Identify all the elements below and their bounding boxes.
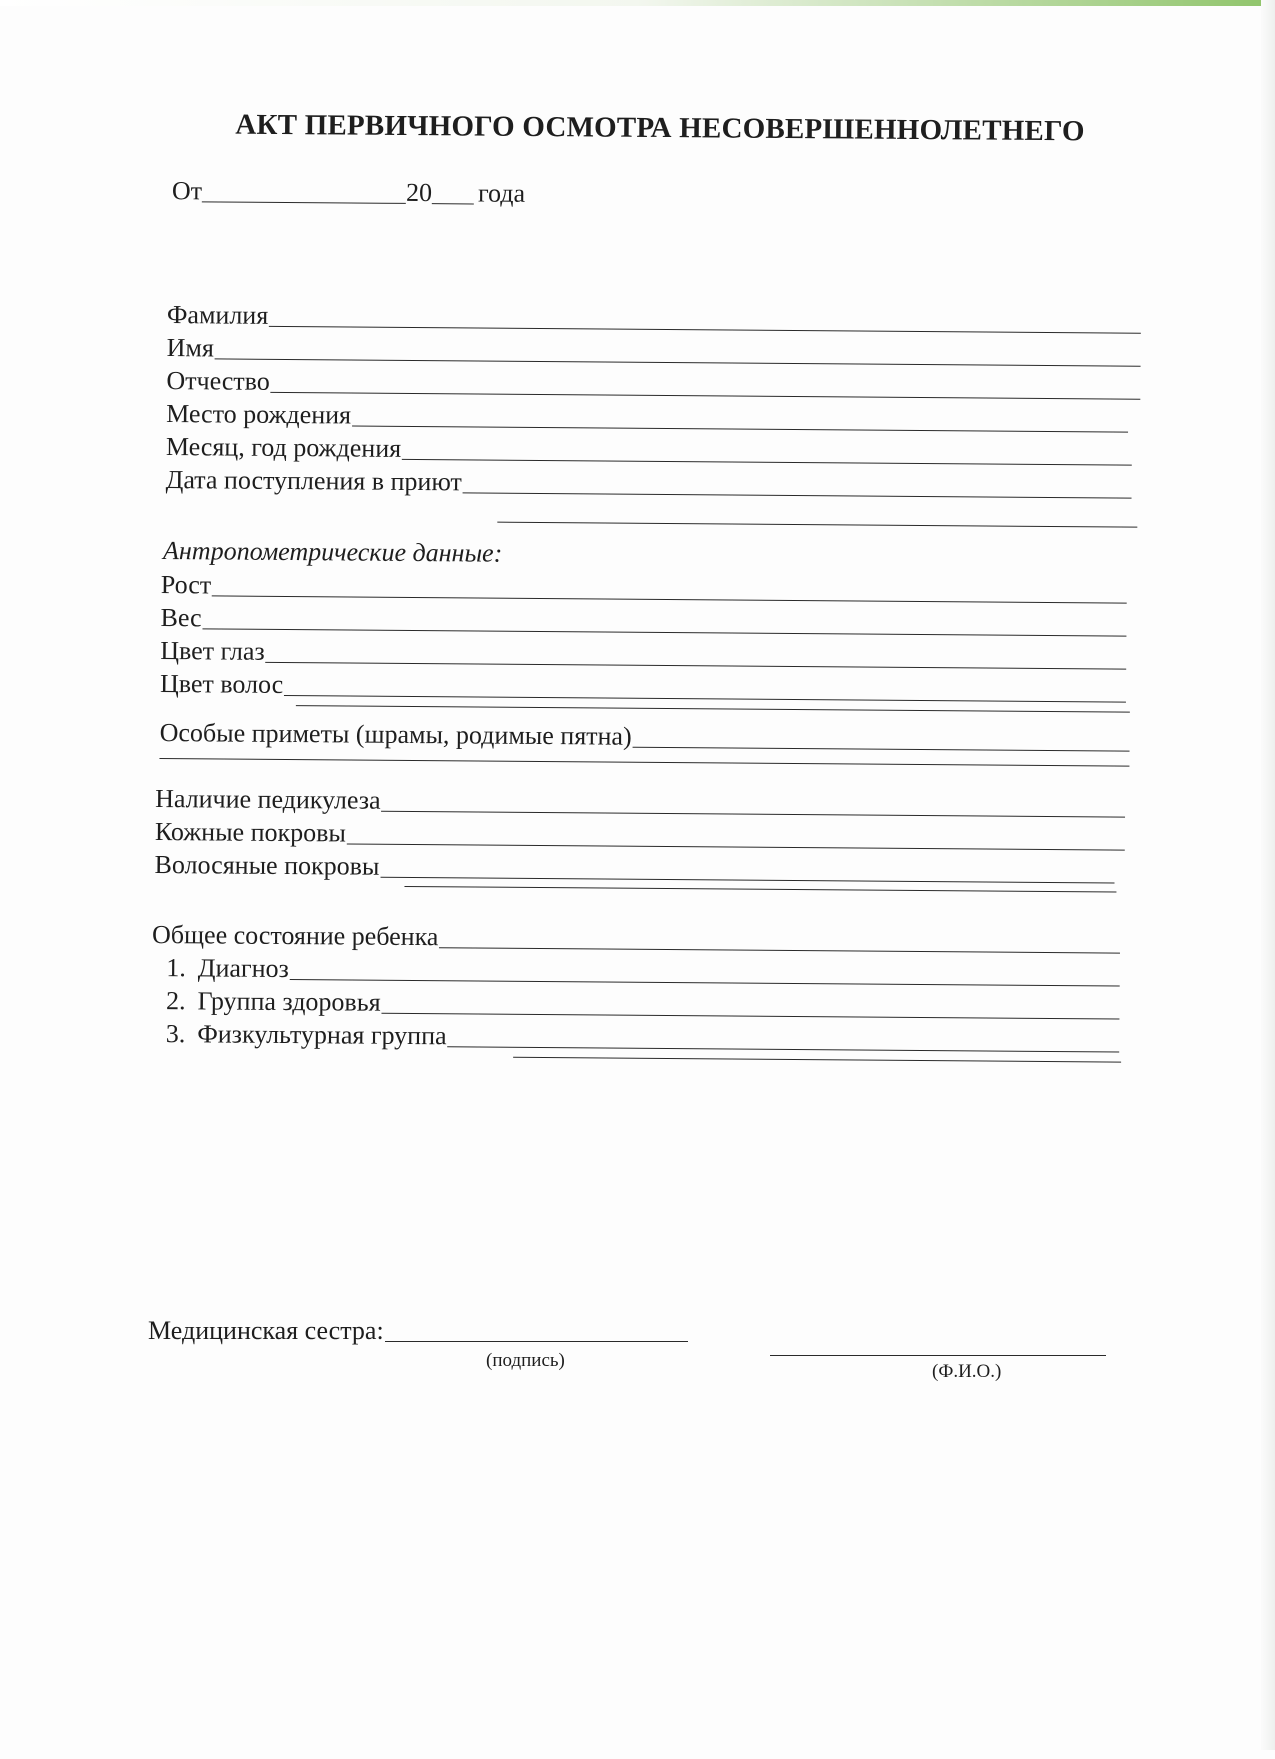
admission-date-input-line[interactable] bbox=[463, 492, 1132, 498]
field-label: Имя bbox=[166, 333, 214, 363]
field-skin bbox=[155, 817, 1125, 855]
field-diagnosis bbox=[152, 953, 1120, 991]
eye-color-input-line[interactable] bbox=[266, 662, 1127, 670]
field-general-state bbox=[152, 920, 1120, 958]
height-input-line[interactable] bbox=[212, 595, 1127, 603]
field-label: Диагноз bbox=[197, 953, 289, 984]
birth-month-year-input-line[interactable] bbox=[402, 459, 1132, 466]
field-pediculosis bbox=[155, 784, 1125, 822]
special-marks-continuation-line[interactable] bbox=[159, 758, 1129, 767]
field-label: Волосяные покровы bbox=[154, 849, 380, 881]
field-label: Вес bbox=[160, 603, 202, 633]
hair-color-input-line[interactable] bbox=[284, 695, 1126, 703]
weight-input-line[interactable] bbox=[203, 628, 1127, 636]
field-patronymic bbox=[166, 366, 1140, 404]
skin-input-line[interactable] bbox=[347, 843, 1125, 850]
item-number: 2. bbox=[165, 986, 186, 1016]
field-label: Наличие педикулеза bbox=[155, 783, 381, 815]
signature-row bbox=[148, 1316, 688, 1346]
diagnosis-input-line[interactable] bbox=[290, 979, 1120, 987]
health-group-input-line[interactable] bbox=[382, 1013, 1120, 1020]
date-line bbox=[172, 176, 592, 209]
full-name-caption: (Ф.И.О.) bbox=[932, 1361, 1002, 1382]
pediculosis-input-line[interactable] bbox=[382, 811, 1126, 818]
field-admission-date bbox=[166, 465, 1132, 503]
general-state-input-line[interactable] bbox=[439, 947, 1120, 953]
field-height bbox=[161, 570, 1127, 608]
field-eye-color bbox=[160, 636, 1126, 674]
signature-label: Медицинская сестра: bbox=[148, 1316, 384, 1345]
scalp-input-line[interactable] bbox=[380, 877, 1114, 884]
pe-group-input-line[interactable] bbox=[448, 1046, 1120, 1052]
special-marks-input-line[interactable] bbox=[633, 747, 1130, 752]
anthropometry-heading: Антропометрические данные: bbox=[162, 536, 503, 568]
field-label: Месяц, год рождения bbox=[165, 432, 402, 463]
field-label: Цвет глаз bbox=[160, 636, 265, 666]
field-label: Особые приметы (шрамы, родимые пятна) bbox=[159, 718, 632, 751]
field-label: Кожные покровы bbox=[154, 816, 347, 848]
field-pe-group bbox=[151, 1019, 1119, 1057]
field-weight bbox=[160, 603, 1126, 641]
admission-date-extra-line[interactable] bbox=[497, 522, 1137, 528]
signature-input-line[interactable] bbox=[385, 1341, 688, 1342]
field-health-group bbox=[151, 986, 1119, 1024]
field-label: Рост bbox=[160, 570, 212, 600]
field-label: Дата поступления в приют bbox=[165, 465, 462, 497]
field-label: Общее состояние ребенка bbox=[151, 919, 439, 952]
surname-input-line[interactable] bbox=[269, 326, 1141, 334]
field-first-name bbox=[167, 333, 1141, 371]
field-hair-color bbox=[160, 669, 1126, 707]
field-label: Отчество bbox=[166, 366, 270, 396]
hair-color-extra-line[interactable] bbox=[296, 705, 1130, 713]
field-label: Цвет волос bbox=[159, 669, 284, 699]
date-year-field[interactable] bbox=[432, 203, 474, 204]
field-birthplace bbox=[166, 399, 1128, 437]
field-surname bbox=[167, 300, 1141, 338]
date-prefix: От bbox=[171, 176, 203, 206]
date-suffix: года bbox=[477, 178, 526, 208]
date-day-month-field[interactable] bbox=[202, 201, 406, 204]
date-year-prefix: 20 bbox=[405, 177, 433, 208]
field-label: Фамилия bbox=[166, 300, 269, 330]
field-label: Место рождения bbox=[166, 399, 352, 430]
item-number: 3. bbox=[165, 1019, 186, 1049]
birthplace-input-line[interactable] bbox=[352, 426, 1128, 433]
field-birth-month-year bbox=[166, 432, 1132, 470]
first-name-input-line[interactable] bbox=[215, 358, 1141, 366]
pe-group-extra-line[interactable] bbox=[513, 1057, 1121, 1063]
item-number: 1. bbox=[166, 953, 186, 983]
patronymic-input-line[interactable] bbox=[271, 392, 1141, 400]
document-title: АКТ ПЕРВИЧНОГО ОСМОТРА НЕСОВЕРШЕННОЛЕТНЕГО bbox=[235, 108, 1085, 148]
field-special-marks bbox=[160, 718, 1130, 756]
scalp-extra-line[interactable] bbox=[404, 886, 1116, 893]
field-label: Группа здоровья bbox=[197, 986, 381, 1017]
full-name-input-line[interactable] bbox=[770, 1355, 1106, 1356]
field-scalp bbox=[155, 850, 1115, 888]
signature-caption: (подпись) bbox=[486, 1350, 565, 1371]
field-label: Физкультурная группа bbox=[197, 1019, 447, 1051]
